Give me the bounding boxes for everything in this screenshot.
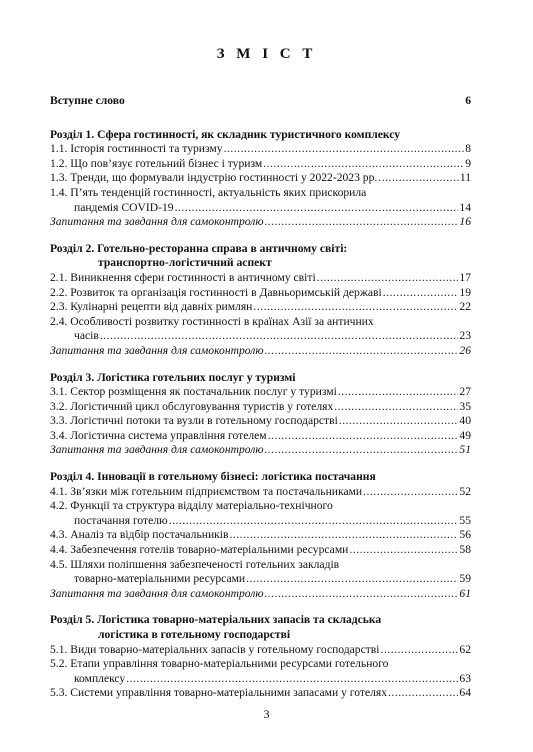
toc-entry (50, 286, 471, 301)
toc-entry (50, 686, 471, 701)
toc-section (50, 470, 471, 601)
leader-dots (383, 286, 459, 301)
toc-selfcheck-entry (50, 587, 471, 602)
leader-dots (378, 171, 459, 186)
entry-label: 5.1. Види товарно-матеріальних запасів у готельному господарстві (50, 642, 380, 656)
leader-dots (265, 443, 459, 458)
leader-dots (265, 587, 459, 602)
toc-entry (50, 400, 471, 415)
leader-dots (317, 271, 459, 286)
entry-page: 9 (465, 156, 471, 170)
entry-label: Запитання та завдання для самоконтролю (50, 443, 264, 457)
entry-label-line: 1.4. П’ять тенденцій гостинності, актуальність яких прискорила (50, 185, 367, 199)
entry-page: 27 (459, 385, 471, 399)
entry-page: 17 (459, 270, 471, 284)
leader-dots (388, 686, 458, 701)
leader-dots (349, 543, 458, 558)
section-title-line: Розділ 5. Логістика товарно-матеріальних запасів та складська (50, 613, 382, 627)
toc-entry (50, 385, 471, 400)
entry-label: 2.3. Кулінарні рецепти від давніх римлян (50, 300, 253, 314)
section-title-line: Розділ 1. Сфера гостинності, як складник туристичного комплексу (50, 127, 401, 141)
toc-entry (50, 528, 471, 543)
entry-label: 1.1. Історія гостинності та туризму (50, 142, 223, 156)
toc-section (50, 128, 471, 230)
toc-intro-entry (50, 94, 471, 109)
leader-dots (100, 329, 459, 344)
entry-label-line: 2.4. Особливості розвитку гостинності в країнах Азії за античних (50, 314, 374, 328)
toc-entry (50, 300, 471, 315)
entry-page: 35 (459, 399, 471, 413)
entry-label: 4.4. Забезпечення готелів товарно-матеріальними ресурсами (50, 543, 349, 557)
section-title-line: логістика в готельному господарстві (98, 628, 291, 641)
leader-dots (253, 300, 458, 315)
toc-section (50, 371, 471, 459)
section-title-line: Розділ 2. Готельно-ресторанна справа в античному світі: (50, 241, 348, 255)
toc-selfcheck-entry (50, 443, 471, 458)
entry-label: 3.3. Логістичні потоки та вузли в готельному господарстві (50, 414, 338, 428)
entry-label: пандемія COVID-19 (74, 200, 174, 214)
section-title (50, 128, 471, 143)
section-title (50, 613, 471, 642)
entry-page: 49 (459, 428, 471, 442)
section-title (50, 470, 471, 485)
entry-page: 26 (459, 343, 471, 357)
entry-page: 64 (459, 686, 471, 700)
leader-dots (381, 643, 459, 658)
leader-dots (175, 201, 459, 216)
entry-label: Запитання та завдання для самоконтролю (50, 343, 264, 357)
leader-dots (339, 414, 459, 429)
section-title-line: Розділ 4. Інновації в готельному бізнесі: логістика постачання (50, 470, 376, 484)
toc-entry (50, 572, 471, 587)
section-title-line: транспортно-логістичний аспект (98, 256, 272, 270)
entry-page: 59 (459, 572, 471, 586)
leader-dots (229, 528, 458, 543)
toc-entry (50, 543, 471, 558)
leader-dots (338, 385, 459, 400)
entry-label: 3.2. Логістичний цикл обслуговування туристів у готелях (50, 399, 334, 413)
entry-label: 4.3. Аналіз та відбір постачальників (50, 528, 229, 542)
toc-entry (50, 171, 471, 186)
entry-page: 51 (459, 443, 471, 457)
leader-dots (363, 485, 458, 500)
toc-entry (50, 329, 471, 344)
table-of-contents (50, 94, 471, 713)
section-title-line: Розділ 3. Логістика готельних послуг у туризмі (50, 370, 296, 384)
entry-label: постачання готелю (74, 513, 168, 527)
entry-page: 6 (465, 94, 471, 107)
entry-page: 8 (465, 142, 471, 156)
entry-label: 1.2. Що пов’язує готельний бізнес і туризм (50, 156, 263, 170)
toc-entry (50, 514, 471, 529)
entry-label: 3.1. Сектор розміщення як постачальник послуг у туризмі (50, 385, 337, 399)
toc-section (50, 613, 471, 701)
entry-label-line: 4.5. Шляхи поліпшення забезпеченості готельних закладів (50, 557, 340, 571)
toc-entry (50, 142, 471, 157)
entry-page: 14 (459, 200, 471, 214)
entry-label: комплексу (74, 671, 126, 685)
toc-entry (50, 201, 471, 216)
leader-dots (126, 672, 458, 687)
leader-dots (169, 514, 459, 529)
toc-entry (50, 672, 471, 687)
leader-dots (334, 400, 458, 415)
entry-label: 5.3. Системи управління товарно-матеріальними запасами у готелях (50, 686, 388, 700)
entry-page: 58 (459, 543, 471, 557)
entry-page: 16 (459, 215, 471, 229)
entry-label: 1.3. Тренди, що формували індустрію гостинності у 2022-2023 рр. (50, 171, 378, 185)
entry-page: 23 (459, 329, 471, 343)
section-title (50, 242, 471, 271)
entry-page: 61 (459, 586, 471, 600)
entry-page: 63 (459, 671, 471, 685)
leader-dots (265, 344, 459, 359)
entry-page: 40 (459, 414, 471, 428)
entry-label: 4.1. Зв’язки між готельним підприємством та постачальниками (50, 484, 363, 498)
entry-page: 56 (459, 528, 471, 542)
toc-selfcheck-entry (50, 344, 471, 359)
toc-entry (50, 485, 471, 500)
toc-entry (50, 643, 471, 658)
entry-label: Вступне слово (50, 94, 125, 107)
toc-entry (50, 157, 471, 172)
entry-page: 19 (459, 285, 471, 299)
leader-dots (268, 429, 459, 444)
entry-page: 22 (459, 300, 471, 314)
entry-page: 55 (459, 513, 471, 527)
leader-dots (265, 215, 459, 230)
entry-label: Запитання та завдання для самоконтролю (50, 586, 264, 600)
entry-label: часів (74, 329, 99, 343)
toc-entry (50, 429, 471, 444)
section-title (50, 371, 471, 386)
entry-label-line: 5.2. Етапи управління товарно-матеріальними ресурсами готельного (50, 657, 389, 671)
leader-dots (246, 572, 458, 587)
toc-section (50, 242, 471, 359)
page-number: 3 (263, 707, 270, 721)
entry-page: 11 (459, 171, 471, 185)
page-title: З М І С Т (216, 46, 317, 62)
entry-page: 52 (459, 484, 471, 498)
entry-label: 3.4. Логістична система управління готелем (50, 428, 267, 442)
toc-entry (50, 271, 471, 286)
entry-label: 2.2. Розвиток та організація гостинності в Давньоримській державі (50, 285, 382, 299)
leader-dots (224, 142, 465, 157)
toc-entry (50, 414, 471, 429)
leader-dots (263, 157, 464, 172)
entry-label: 2.1. Виникнення сфери гостинності в античному світі (50, 270, 316, 284)
entry-label-line: 4.2. Функції та структура відділу матеріально-технічного (50, 499, 333, 513)
entry-page: 62 (459, 642, 471, 656)
toc-sections (50, 128, 471, 701)
toc-selfcheck-entry (50, 215, 471, 230)
entry-label: товарно-матеріальними ресурсами (74, 572, 246, 586)
entry-label: Запитання та завдання для самоконтролю (50, 215, 264, 229)
